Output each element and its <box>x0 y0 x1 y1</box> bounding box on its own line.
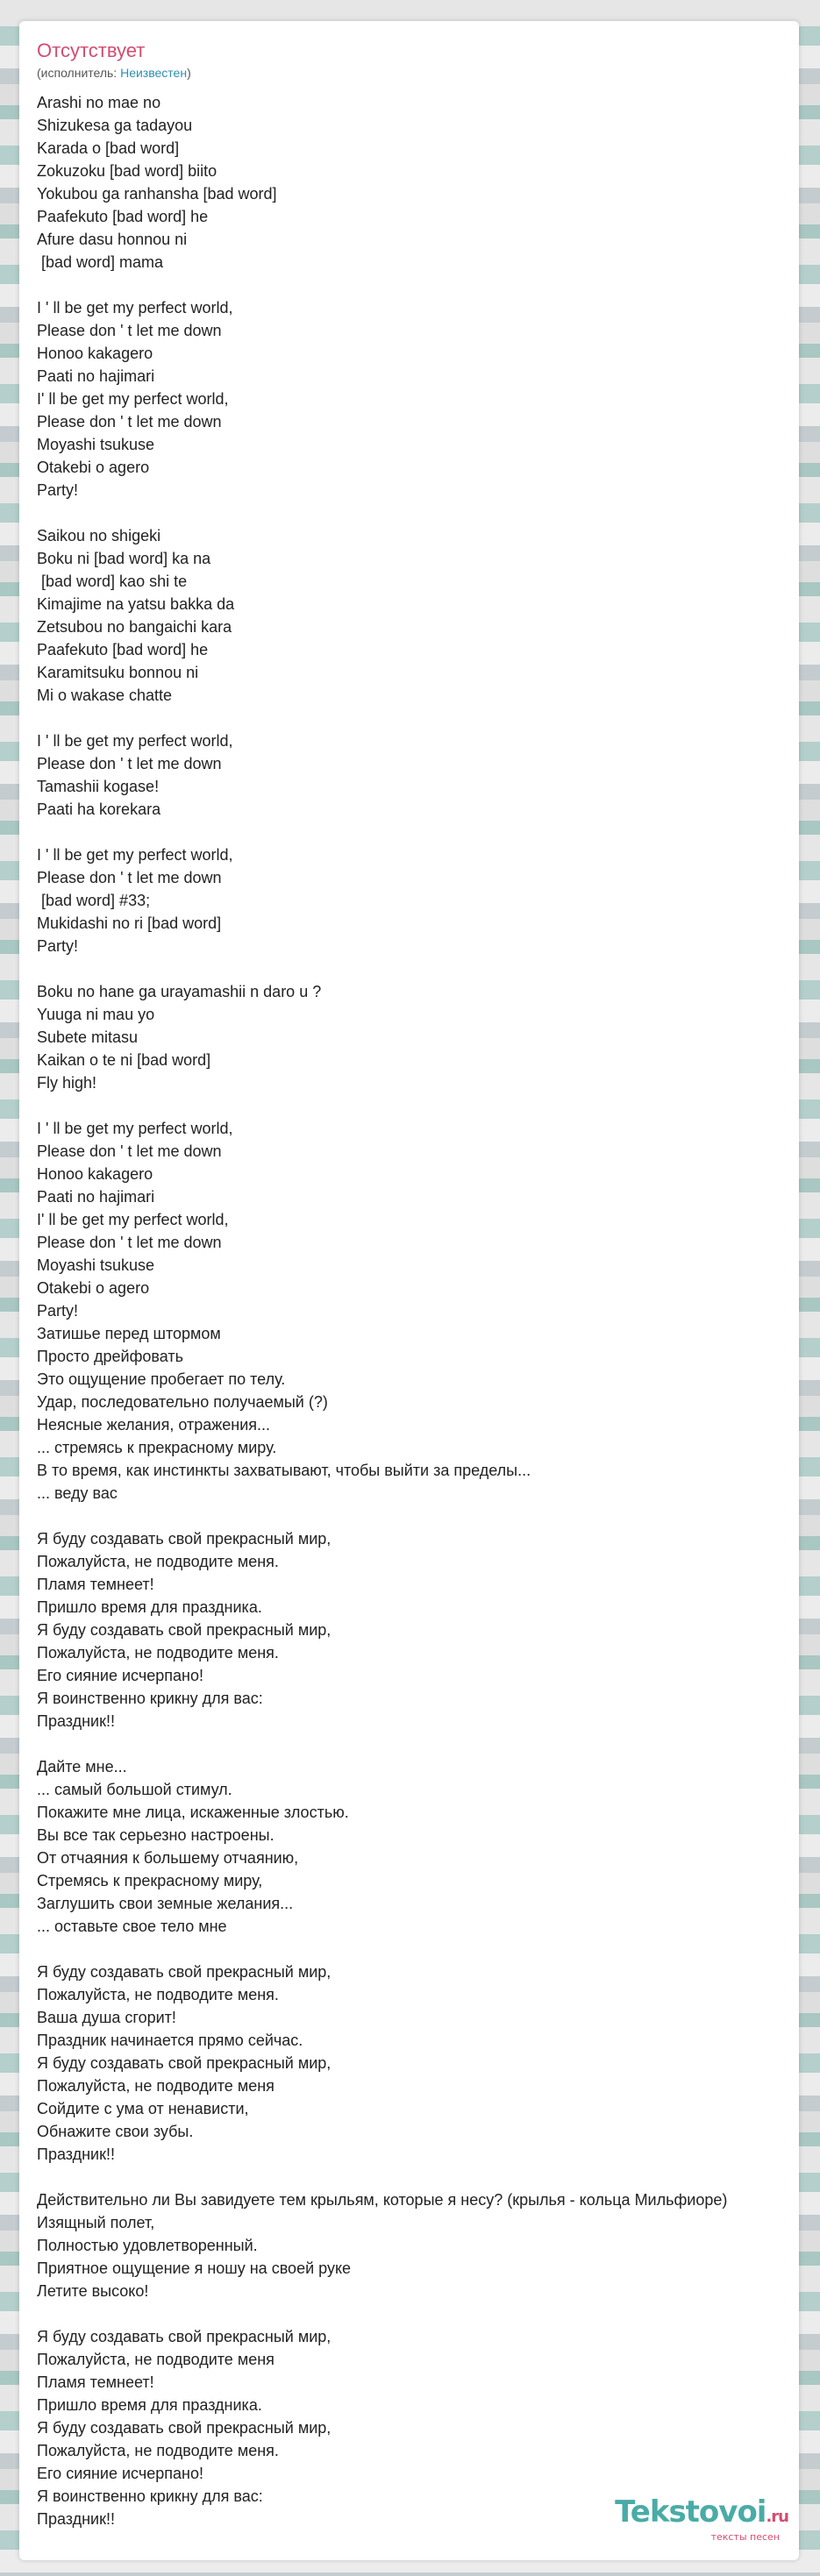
lyric-line: ... стремясь к прекрасному миру. <box>37 1439 277 1456</box>
lyric-blank-line <box>37 1505 791 1527</box>
lyric-line: Пожалуйста, не подводите меня <box>37 2077 275 2095</box>
lyric-line: Праздник!! <box>37 2145 115 2163</box>
lyric-line: Затишье перед штормом <box>37 1325 221 1342</box>
lyric-line: Please don ' t let me down <box>37 755 222 772</box>
lyric-line: Приятное ощущение я ношу на своей руке <box>37 2259 352 2277</box>
song-title: Отсутствует <box>37 39 146 61</box>
lyric-line: Я буду создавать свой прекрасный мир, <box>37 1530 332 1548</box>
lyrics-body <box>37 91 791 2530</box>
lyric-line: ... веду вас <box>37 1484 118 1502</box>
lyric-blank-line <box>37 2166 791 2188</box>
lyrics-card <box>19 21 799 2560</box>
lyric-line: Kaikan o te ni [bad word] <box>37 1051 211 1069</box>
lyric-line: Действительно ли Вы завидуете тем крыльям, которые я несу? (крылья - кольца Мильфиоре) <box>37 2191 728 2209</box>
lyric-line: Arashi no mae no <box>37 94 161 111</box>
lyric-line: Полностью удовлетворенный. <box>37 2237 258 2254</box>
lyric-line: Karamitsuku bonnou ni <box>37 664 199 681</box>
lyric-line: Просто дрейфовать <box>37 1348 184 1365</box>
lyric-blank-line <box>37 957 791 980</box>
lyric-line: Удар, последовательно получаемый (?) <box>37 1393 328 1411</box>
lyric-line: Honoo kakagero <box>37 1165 153 1183</box>
lyric-line: Изящный полет, <box>37 2214 155 2231</box>
lyric-line: Покажите мне лица, искаженные злостью. <box>37 1804 349 1821</box>
lyric-blank-line <box>37 1733 791 1755</box>
lyric-line: Вы все так серьезно настроены. <box>37 1826 275 1844</box>
lyric-line: Неясные желания, отражения... <box>37 1416 271 1434</box>
lyric-line: Karada o [bad word] <box>37 139 180 157</box>
lyric-line: В то время, как инстинкты захватывают, чтобы выйти за пределы... <box>37 1462 531 1479</box>
lyric-line: Я воинственно крикну для вас: <box>37 2487 263 2505</box>
artist-line <box>37 65 781 81</box>
lyric-blank-line <box>37 1938 791 1960</box>
lyric-line: I ' ll be get my perfect world, <box>37 299 233 317</box>
logo-tagline: тексты песен <box>710 2531 780 2543</box>
lyric-blank-line <box>37 1094 791 1117</box>
lyric-line: [bad word] #33; <box>37 892 151 909</box>
lyric-blank-line <box>37 502 791 524</box>
lyric-line: Я буду создавать свой прекрасный мир, <box>37 2419 332 2437</box>
lyric-blank-line <box>37 707 791 729</box>
lyric-line: Mi o wakase chatte <box>37 687 173 704</box>
lyric-line: Обнажите свои зубы. <box>37 2123 194 2140</box>
logo-main-text: Tekstovoi <box>615 2494 767 2530</box>
lyric-line: Subete mitasu <box>37 1028 139 1046</box>
lyric-line: Please don ' t let me down <box>37 869 222 886</box>
lyric-line: Я буду создавать свой прекрасный мир, <box>37 1621 332 1639</box>
lyric-line: ... самый большой стимул. <box>37 1781 232 1798</box>
lyric-line: I' ll be get my perfect world, <box>37 1211 229 1228</box>
lyric-line: Fly high! <box>37 1074 97 1092</box>
lyric-line: Стремясь к прекрасному миру, <box>37 1872 263 1889</box>
lyric-line: Paati no hajimari <box>37 1188 155 1206</box>
lyric-line: Moyashi tsukuse <box>37 436 155 453</box>
lyric-line: Moyashi tsukuse <box>37 1256 155 1274</box>
lyric-line: [bad word] kao shi te <box>37 573 188 590</box>
lyric-line: Пламя темнеет! <box>37 1576 154 1593</box>
lyric-blank-line <box>37 274 791 296</box>
lyric-line: Zokuzoku [bad word] biito <box>37 162 217 180</box>
lyric-line: Please don ' t let me down <box>37 1234 222 1251</box>
lyric-line: Party! <box>37 1302 79 1320</box>
lyric-line: Праздник!! <box>37 2510 115 2528</box>
lyric-line: Afure dasu honnou ni <box>37 231 188 248</box>
lyric-line: Пожалуйста, не подводите меня <box>37 2351 275 2368</box>
site-logo[interactable] <box>615 2494 788 2543</box>
lyric-line: Party! <box>37 937 79 955</box>
logo-wordmark <box>615 2494 788 2532</box>
lyric-line: Я буду создавать свой прекрасный мир, <box>37 2328 332 2345</box>
lyric-line: Пожалуйста, не подводите меня. <box>37 1553 279 1570</box>
artist-link[interactable]: Неизвестен <box>120 66 188 80</box>
lyric-line: Party! <box>37 481 79 499</box>
lyric-line: Пожалуйста, не подводите меня. <box>37 1644 279 1662</box>
lyric-line: Honoo kakagero <box>37 345 153 362</box>
lyric-line: Otakebi o agero <box>37 1279 150 1297</box>
lyric-line: Boku ni [bad word] ka na <box>37 550 211 567</box>
lyric-line: ... оставьте свое тело мне <box>37 1918 227 1935</box>
lyric-line: Сойдите с ума от ненависти, <box>37 2100 249 2117</box>
lyric-line: Mukidashi no ri [bad word] <box>37 914 222 932</box>
lyric-line: Праздник начинается прямо сейчас. <box>37 2032 303 2049</box>
lyric-line: Дайте мне... <box>37 1758 127 1775</box>
lyric-line: Yuuga ni mau yo <box>37 1006 155 1023</box>
lyric-line: Tamashii kogase! <box>37 778 160 795</box>
lyric-line: Paafekuto [bad word] he <box>37 641 209 658</box>
lyric-line: Пожалуйста, не подводите меня. <box>37 1986 279 2003</box>
lyric-blank-line <box>37 821 791 843</box>
lyric-line: Zetsubou no bangaichi kara <box>37 618 232 636</box>
lyric-line: Paati no hajimari <box>37 367 155 385</box>
lyric-line: I ' ll be get my perfect world, <box>37 846 233 864</box>
artist-prefix: (исполнитель: <box>37 66 121 80</box>
lyric-line: [bad word] mama <box>37 253 164 271</box>
lyric-blank-line <box>37 2302 791 2325</box>
lyric-line: Я буду создавать свой прекрасный мир, <box>37 2054 332 2072</box>
lyric-line: I ' ll be get my perfect world, <box>37 732 233 750</box>
lyric-line: Пришло время для праздника. <box>37 2396 262 2414</box>
lyric-line: Его сияние исчерпано! <box>37 2465 203 2482</box>
lyric-line: Please don ' t let me down <box>37 413 222 431</box>
lyric-line: Please don ' t let me down <box>37 1142 222 1160</box>
lyric-line: I' ll be get my perfect world, <box>37 390 229 408</box>
lyric-line: Yokubou ga ranhansha [bad word] <box>37 185 277 203</box>
lyric-line: Saikou no shigeki <box>37 527 161 544</box>
lyric-line: Это ощущение пробегает по телу. <box>37 1370 286 1388</box>
lyric-line: Otakebi o agero <box>37 459 150 476</box>
lyric-line: Kimajime na yatsu bakka da <box>37 595 235 613</box>
lyric-line: Летите высоко! <box>37 2282 149 2300</box>
lyric-line: Shizukesa ga tadayou <box>37 117 193 134</box>
lyric-line: Ваша душа сгорит! <box>37 2009 176 2026</box>
lyric-line: Boku no hane ga urayamashii n daro u ? <box>37 983 322 1000</box>
lyric-line: Заглушить свои земные желания... <box>37 1895 294 1912</box>
lyric-line: Пожалуйста, не подводите меня. <box>37 2442 279 2459</box>
lyric-line: Его сияние исчерпано! <box>37 1667 203 1684</box>
lyric-line: Paafekuto [bad word] he <box>37 208 209 225</box>
lyric-line: Paati ha korekara <box>37 801 161 818</box>
lyric-line: Я буду создавать свой прекрасный мир, <box>37 1963 332 1981</box>
logo-suffix: .ru <box>766 2508 788 2526</box>
lyric-line: Я воинственно крикну для вас: <box>37 1690 263 1707</box>
lyric-line: От отчаяния к большему отчаянию, <box>37 1849 299 1867</box>
lyric-line: I ' ll be get my perfect world, <box>37 1120 233 1137</box>
song-header <box>37 39 781 81</box>
lyric-line: Пришло время для праздника. <box>37 1598 262 1616</box>
lyric-line: Праздник!! <box>37 1712 115 1730</box>
lyric-line: Please don ' t let me down <box>37 322 222 339</box>
lyric-line: Пламя темнеет! <box>37 2373 154 2391</box>
artist-suffix: ) <box>187 66 191 80</box>
